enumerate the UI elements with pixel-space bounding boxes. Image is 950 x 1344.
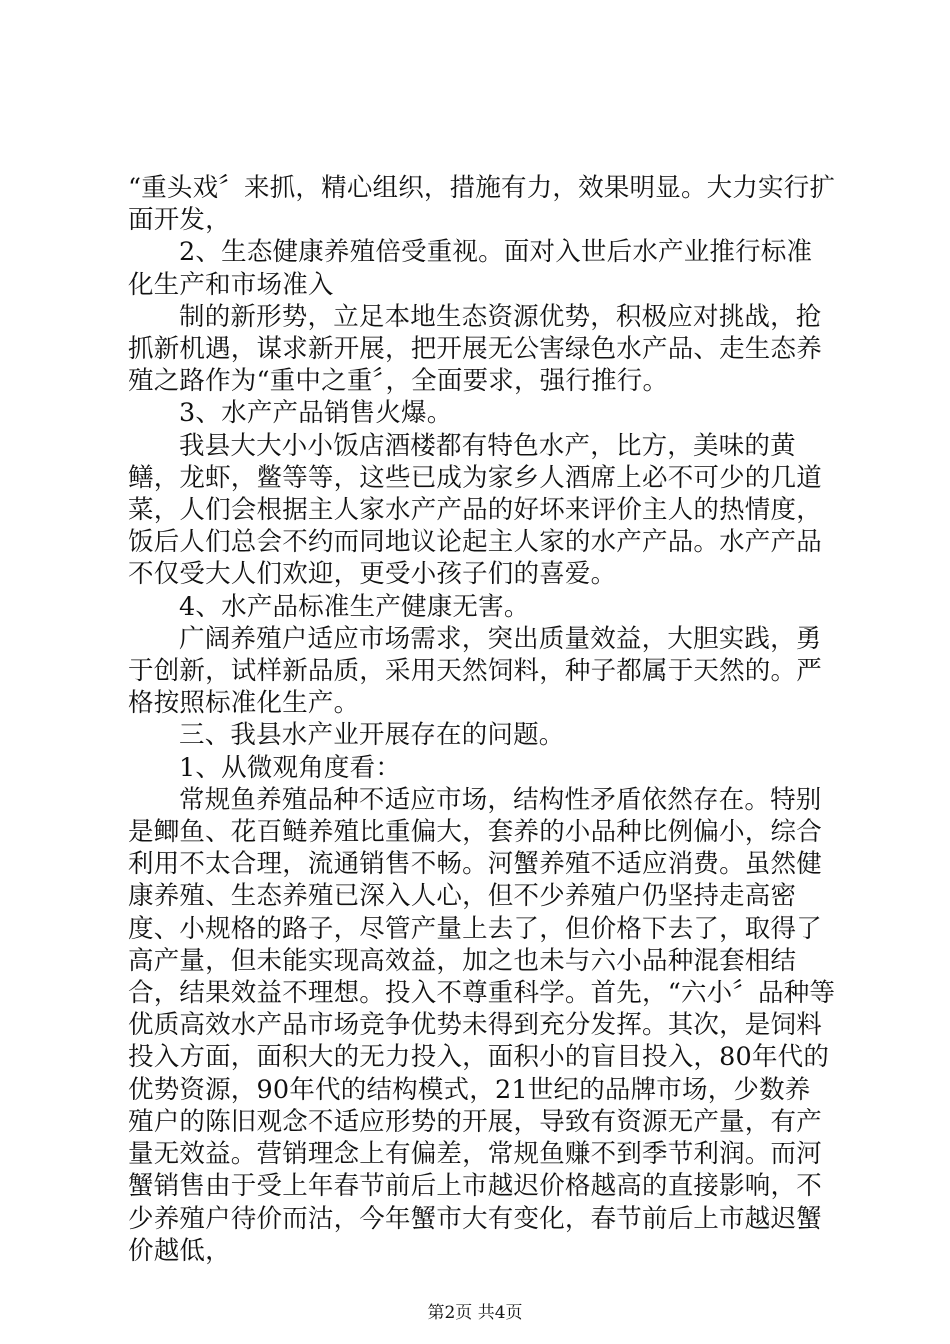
paragraph-item-4-body: 广阔养殖户适应市场需求，突出质量效益，大胆实践，勇于创新，试样新品质，采用天然饲料，种子都属于天然的。严格按照标准化生产。 xyxy=(128,623,822,719)
paragraph-item-2-body: 制的新形势，立足本地生态资源优势，积极应对挑战，抢抓新机遇，谋求新开展，把开展无公害绿色水产品、走生态养殖之路作为“重中之重〞，全面要求，强行推行。 xyxy=(128,301,822,397)
paragraph-continuation: “重头戏〞来抓，精心组织，措施有力，效果明显。大力实行扩面开发， xyxy=(128,173,836,236)
subsection-1-heading: 1、从微观角度看： xyxy=(179,752,402,783)
paragraph-item-3-body: 我县大大小小饭店酒楼都有特色水产，比方，美味的黄鳝，龙虾，鳖等等，这些已成为家乡人酒席上必不可少的几道菜，人们会根据主人家水产产品的好坏来评价主人的热情度，饭后人们总会不约而同地议论起主人家的水产产品。水产产品不仅受大人们欢迎，更受小孩子们的喜爱。 xyxy=(128,430,822,590)
subsection-1-body: 常规鱼养殖品种不适应市场，结构性矛盾依然存在。特别是鲫鱼、花百鲢养殖比重偏大，套养的小品种比例偏小，综合利用不太合理，流通销售不畅。河蟹养殖不适应消费。虽然健康养殖、生态养殖已深入人心，但不少养殖户仍坚持走高密度、小规格的路子，尽管产量上去了，但价格下去了，取得了高产量，但未能实现高效益，加之也未与六小品种混套相结合，结果效益不理想。投入不尊重科学。首先，“六小〞品种等优质高效水产品市场竞争优势未得到充分发挥。其次，是饲料投入方面，面积大的无力投入，面积小的盲目投入，80年代的优势资源，90年代的结构模式，21世纪的品牌市场，少数养殖户的陈旧观念不适应形势的开展，导致有资源无产量，有产量无效益。营销理念上有偏差，常规鱼赚不到季节利润。而河蟹销售由于受上年春节前后上市越迟价格越高的直接影响，不少养殖户待价而沽，今年蟹市大有变化，春节前后上市越迟蟹价越低， xyxy=(128,784,836,1266)
paragraph-item-3-heading: 3、水产产品销售火爆。 xyxy=(179,398,453,429)
section-3-heading: 三、我县水产业开展存在的问题。 xyxy=(179,720,565,751)
document-body xyxy=(128,172,836,1267)
paragraph-item-4-heading: 4、水产品标准生产健康无害。 xyxy=(179,591,530,622)
page-footer: 第2页 共4页 xyxy=(427,1303,523,1323)
paragraph-item-2: 2、生态健康养殖倍受重视。面对入世后水产业推行标准化生产和市场准入 xyxy=(128,237,813,300)
